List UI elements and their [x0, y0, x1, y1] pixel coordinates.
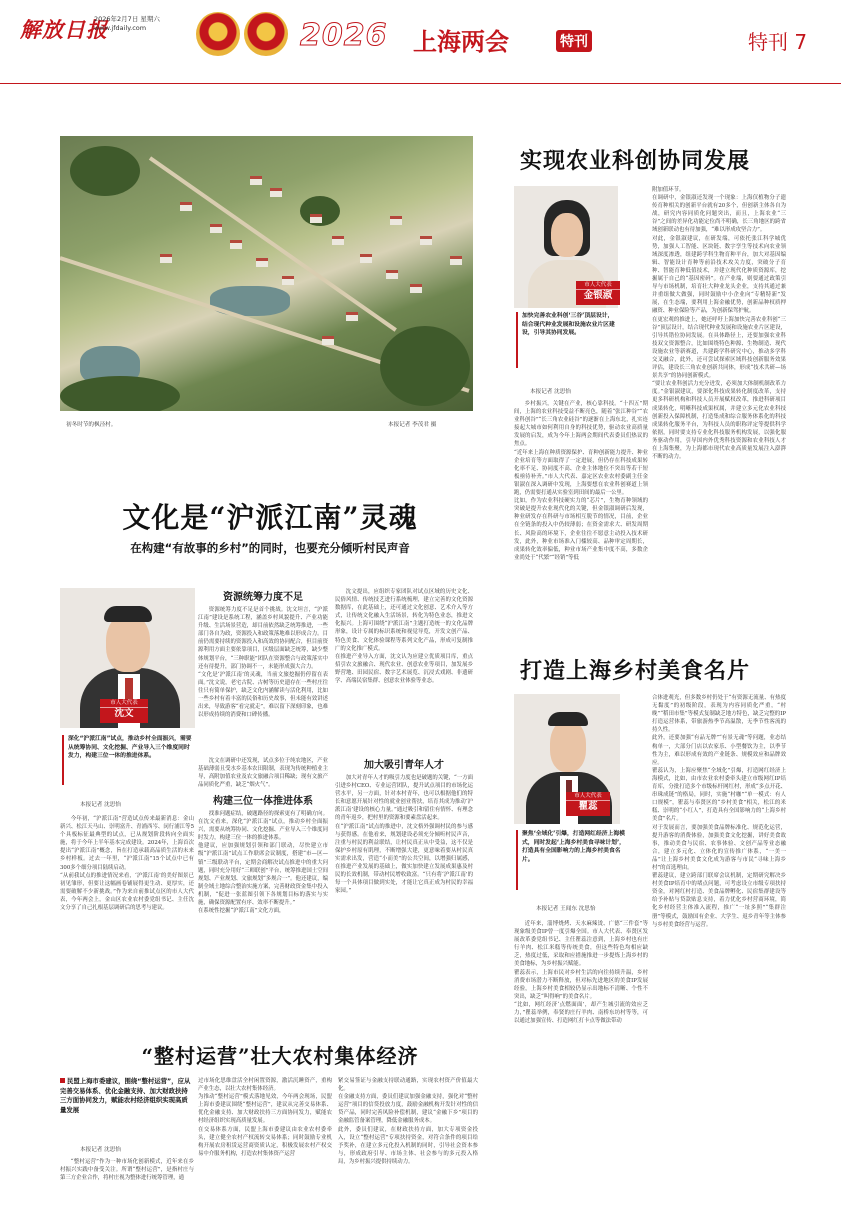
issue-date: 2026年2月7日 星期六	[94, 15, 160, 23]
food-col2-text: 合体进观光，但多数乡村仍处于“有资源无流量、有热度无黏度”的初级阶段，表现为内容同质化严重，“村晚”“稻田市集”等模式复制缺乏地方特色，缺乏完整的IP打造运营体系，带旅游热季节高温散，无季节性客流的持久性。 此外，还要加强“有品无牌”“有景无魂”等问题，业态结构单一，大部分门店以农家乐、小型餐饮为主，以季节性为主，难以形成有效的产业链条、规模效应和品牌效应。 瞿蕊认为，上海应聚焦“全域化”引爆，打造网红经济上海模式，比如，由市农业农村委牵头建立市级网红IP培育库，分批打造多个市级标杆网红村，形成“多点开花、串珠成链”的格局，同时，实施“村咖”“单一模式：有人口规模”，瞿蕊与奉贤区的“乡村美食”相关，松江的米糕、崇明的“小红人”，打造具有全国影响力的“上海乡村美食”名片。 对于发展而言，要加强美食品牌标准化、规范化运营，提升游客的消费体验，加强美食文化挖掘，讲好美食故事，推动美食与民宿、农事体验、文创产品等业态融合，建立多元化、立体化的宣传推广体系，“一美一品”让上海乡村美食文化成为游客与市民“寻味上海乡村”的首选理由。 瞿蕊建议，建立跨部门联席会议机制，定期研究解决乡村美食IP培育中的堵点问题，可考虑设立市级专项扶持资金，对网红村打造、美食品牌孵化、民宿集群建设等给予补贴与贷款贴息支持，着力优化乡村营商环境，简化乡村经营主体准入流程，推广“一址多照”“集群注册”等模式，鼓励国有企业、大学生、返乡青年等主体参与乡村美食经营与运营。	[652, 695, 786, 928]
village-lead	[60, 1077, 194, 1139]
village-aerial-photo	[60, 136, 473, 411]
village-lead-text: 民盟上海市委建议，围绕“整村运营”，应从完善交易体系、优化金融支持、加大财政扶持三方面协同发力，赋能农村经济组织实现高质量发展	[60, 1077, 191, 1114]
village-article-title: “整村运营”壮大农村集体经济	[141, 1044, 419, 1068]
cppcc-emblem-icon	[244, 12, 288, 56]
food-article-title: 打造上海乡村美食名片	[520, 658, 751, 684]
shen-wen-quote: 深化“沪派江南”试点，推动乡村全面振兴，需要从统筹协同、文化挖掘、产业导入三个维度同时发力，构建三位一体的推进体系。	[62, 735, 192, 785]
jin-yinshu-quote: 加快完善农业科创‘三谷’顶层设计，结合现代种业发展和设施农业片区建设，引导其协同发展。	[516, 312, 618, 368]
culture-intro: 今年初，“沪派江南”营造试点传来最新消息：金山新兴、松江天马山、崇明富升、青浦西岑、闵行浦江等5个具板标征最典型的试点，已从规划阶段转向全面实施，将于今年上半年基本完成建设。2024年，上海首次提出“沪派江南”概念，旨在打造承载高品质生活的未来乡村样板。过去一年里，“沪派江南”15个试点中已有300多个细分项目陆续启动。 “从前我试点的推进情况来看，‘沪派江南’的美好图景已初见雏形，但要让这幅画卷铺展得更生动、更厚实，还需要破解不少新挑战。”作为来自前推试点区的市人大代表，今年两会上，金山区农业农村委党组书记、主任沈文分享了自己扎根基层调研后的思考与建议。	[60, 816, 194, 912]
qu-rui-quote: 聚焦‘全域化’引爆，打造网红经济上海模式，同时发起‘上海乡村美食寻味计划’，打造具有全国影响力的上海乡村美食名片。	[516, 830, 626, 890]
shen-wen-name: 沈文	[114, 708, 134, 719]
agri-byline: 本报记者 沈思怡	[530, 389, 571, 395]
culture-heading-youth: 加大吸引青年人才	[364, 760, 444, 771]
agri-col2-text: 附加值环节。 在调研中，金银淑还发现一个现象：上海仅植物分子遗传育种相关的创新平台就有20多个，但创新主体各自为战，研究内容同质化问题突出，而且，上海农业“三谷”之间的差异化功能定位尚不明确，长三角地区的跨省域创新联动也有待加强，“难以形成攻坚合力”。 对此，金银淑建议，在研发端，可依托张江科学城优势，加强人工智能、区块链、数字孪生等技术向农业领域深度渗透，组建跨学科生物育种平台，加大对基因编辑、智能设计育种等前沿技术攻关力度，突破分子育种、智能育种低值技术，并建立现代化种质资源库，挖掘属于自己的“基因密码”。在产业端，则要通过政策引导与市场机制，培育壮大种业龙头企业，支持其通过兼并重组做大做强，同时鼓励中小企业向“专精特新”发展，在生态端，要利用上海金融优势，创新品种权质押融资、种业保险等产品，为创新保驾护航。 在更宏观的推进上，她还呼吁上海加快完善农业科创“三谷”顶层设计，结合现代种业发展和设施农业片区建设，引导其错位协同发展。在具体路径上，还要加强农业科技双文资源整合，比如围绕特色种源、生物制造、现代设施农业等新赛道，共建跨学科研究中心，推动多学科交叉融合，此外，还可尝试探索区域科技创新服务效果评估，建设长三角农业创新共同体，形成“技术共研—场景共享”的协同创新模式。 “要让农业科创活力充分迸发，必须加大体制机制改革力度。”金银淑建议，要深化科技成果转化制度改革，支持更多科研机构和科技人员开展赋权改革，推进科研项目成果转化，明晰科技成果权属，并建立多元化农业科技创新投入保障机制，打造集成和综合服务体系化的科技成果转化服务平台，为科技人员的职称评定等提供科学依据，同时要支持专业化科技服务机构发展，以强化服务驱动作用，引导国内外优秀科技资源和农业科技人才在上海集聚，为上海都市现代农业高质量发展注入澎湃不断的动力。	[652, 187, 786, 461]
qu-rui-name-tag	[566, 792, 610, 816]
village-col1-text: “整村运营”作为一种市场化创新模式，近年来在乡村振兴实践中备受关注。所谓“整村运营”，是指村庄与第三方企业合作，将村庄视为整体进行统筹管理，通	[60, 1159, 194, 1182]
culture-mechanism-text: 找准问题症结，破题路径的探索更有了明确方向。在沈文看来，深化“沪派江南”试点，推动乡村全面振兴，需要从统筹协同、文化挖掘、产业导入三个维度同时发力，构建三位一体的推进体系。 他建议，应加强规划引领和部门联动，尽快建立市级“沪派江南”试点工作联席会议制度，搭建“市—区—镇”三级联动平台，定期会商解决试点推进中的重大问题，同时充分用好“三师联创”平台，统筹推进国土空间规划、产业规划、文旅规划“多规合一”。他还建议，编制全域土地综合整治实施方案，完善财政资金集中投入机制，“促进一张蓝图引领下各规划目标的落实与实施，确保资源配置有序、效率不断提升。” 在系统性挖掘“沪派江南”文化方面，	[198, 811, 328, 915]
culture-youth-text: 加大对青年人才的吸引力度也是破题的关键，“一方面引进乡村CEO、专业运营团队，提升试点项目的市场化运营水平，另一方面，针对本村青年，也可以根据他们的特长和意愿开展针对性的就业创业帮扶，培育其成为推动‘沪派江南’建设的核心力量。”通过吸引和留住有情怀、有理念的青年返乡，把村里的资源和要素盘活起来。 在“沪派江南”试点的推进中，沈文格外强调村民的参与感与获得感。在他看来，规划建设必须充分倾听村民声音，注重与村民的利益联结，让村民真正从中受益，这不仅是保护乡村原有肌理，不断增强大建，更意味着要从村民真实需求出发，营造“小而美”的公共空间，以增强归属感，在推进产业发展的基础上，做实加快建立发展成果惠及村民的长效机制，带动村民增收致富。“只有将‘沪派江南’的每一个具体项目做到实处，才能让它真正成为村民的幸福家园。”	[335, 775, 473, 895]
culture-col2-text: 沈文在调研中还发现，试点多位于纯农地区，产业基础薄弱且受水乡基本农田限制，表现为传统种植业主导，高附加值农业及农文旅融合项目稀缺；现有文旅产品同质化严重，缺乏“烟火气”。	[198, 758, 328, 789]
special-issue-badge: 特刊	[556, 30, 592, 52]
shen-wen-name-tag	[100, 699, 148, 723]
culture-col3-text: 沈文提出，应组织专家团队对试点区域的历史文化、民俗风情、传统技艺进行系统梳理，建立完善的文化资源数据库，在此基础上，还可通过文化创意、艺术介入等方式，让传统文化融入生活场景，转化为特色业态，推进文化振兴。上海可围绕“沪派江南”主题打造统一的文化品牌形象，设计专属的标识系统和视觉导览，开发文创产品、特色美食、文化体验课程等系列文化产品，形成可复制推广的文化推广模式。 在推进产业导入方面，沈文认为应建立优质项目库，重点招引农文旅融合、现代农业、创意农业等项目，加发展乡野营地、田园民宿、数字艺术展览、沉浸式戏剧、非遗研学、高端民宿集群、创意农业体验等业态。	[335, 589, 473, 685]
jin-yinshu-name-tag	[576, 281, 620, 305]
qu-rui-name: 瞿蕊	[578, 801, 598, 812]
agri-col1-text: 乡村振兴，关键在产业，核心靠科技。“十四五”期间，上海的农业科技受益不断亮色，随着“张江种谷”“农业科创谷”“长三角农业硅谷”的逐渐在上海东北，扎实连接起大城市如何利用自身的科技优势，驱动农业高质量发展的启发，成为今年上海两会期间代表委员们热议的焦点。 “近年来上海在种质资源保护、育种创新能力提升、种业企业培育等方面取得了一定进展，但仍存在科技成果转化率不足、协同度不高、企业主体地位不突出等若干短板亟待补齐。”市人大代表、嘉定区农业农村委副主任金银淑在深入调研中发现，上海要想在农业科创赛道上领跑，仍需要打通从实验室到田间的最后一公里。 比如，作为农业科技硬实力的“芯片”，生物育种领域的突破是提升农业现代化的关键，但金银淑调研后发现，种业研发存在科研与市场相互脱节的情况，目前，企业在全链条的投入中仍较薄弱；在资金需求大、研发周期长、风险高的环境下，企业往往不愿意主动投入技术研发，此外，种业市场准入门槛较高、品种审定周期长，成果转化效率偏低，种业市场产业集中度不高，多数企业尚处于“代繁”“经销”等低	[514, 401, 648, 561]
national-emblem-icon	[196, 12, 240, 56]
page-label: 特刊 7	[748, 30, 808, 54]
qu-rui-role: 市人大代表	[566, 792, 610, 801]
culture-article-title: 文化是“沪派江南”灵魂	[122, 501, 418, 534]
village-col3-text: 紧交易签证与金融支持联动通路，实现农村资产价值最大化。 在金融支持方面，委员们建议加强金融支持，强化对“整村运营”项目的信贷投放力度，鼓励金融机构开发针对性的信贷产品，同时完善风险补偿机制，建议“金融下乡”项目的金融监管备案管理，降低金融服务成本。 此外，委员们建议，在财政扶持方面，加大专项资金投入，设立“整村运营”专项扶持资金，对符合条件的项目给予奖补，在建立多元化投入机制的同时，引导社会资本参与，形成政府引导、市场主体、社会参与的多元投入格局，为乡村振兴提供持续动力。	[338, 1078, 478, 1165]
jin-yinshu-name: 金银淑	[583, 290, 613, 301]
culture-byline: 本报记者 沈思怡	[80, 802, 121, 808]
masthead	[0, 0, 841, 84]
photo-caption: 初冬时节的枫泾村。	[66, 422, 117, 428]
lead-square-icon	[60, 1078, 65, 1083]
culture-heading-resources: 资源统筹力度不足	[223, 592, 303, 603]
food-col1-text: 近年来，淄博烧烤、天水麻辣烫、广德“三件套”等现象级美食IP曾一度引爆全国。市人大代表、奉贤区发展改革委党组书记、主任瞿蕊注意到，上海乡村也有庄行羊肉、松江米糕等传统美食，但这些特色均相应缺乏，热度过低，采取和应措施推进一步提炼上海乡村的美食地标，为乡村振兴赋能。 瞿蕊表示，上海市民对乡村生活的向往持续升温，乡村消费市场潜力不断释放，但对标先进地区的美食IP发展经验，上海乡村美食相较仍显示出地标不清晰、个性不突出，缺乏“叫得响”的美食名片。 “比如，网红经济‘点燃面面’，却产生城引流的效应乏力，”瞿蕊举例，奉贤的庄行羊肉、南桥东坊村等等，可以通过加强宣传、打造网红打卡点等做法带动	[514, 921, 648, 1025]
shen-wen-role: 市人大代表	[100, 699, 148, 708]
agri-article-title: 实现农业科创协同发展	[520, 148, 751, 174]
newspaper-logo: 解放日报	[20, 17, 108, 42]
masthead-year: 2026	[300, 18, 388, 53]
masthead-event: 上海两会	[413, 28, 509, 56]
photo-credit: 本报记者 李茂君 摄	[388, 422, 437, 428]
village-byline: 本报记者 沈思怡	[80, 1147, 121, 1153]
jin-yinshu-role: 市人大代表	[576, 281, 620, 290]
village-col2-text: 过市场化思维盘活全村闲置资源，激活沉睡资产，重构产业生态，以壮大农村集体经济。 为推动“整村运营”模式落地见效，今年两会现场，民盟上海市委建议围绕“整村运营”，建议从完善交易体系、优化金融支持、加大财政扶持三方面协同发力，赋能农村经济组织实现高质量发展。 在交易体系方面，民盟上海市委建议由农业农村委牵头，建立健全农村产权流转交易体系；同时鼓励专业机构开展农房租赁运营商资质认定，积极发展农村产权交易中介服务机构，打造农村集体资产运营	[198, 1078, 332, 1157]
food-byline: 本报记者 王闻东 沈思怡	[536, 906, 596, 912]
culture-resources-text: 资源统筹力度不足是首个挑战。沈文坦言，“沪派江南”建设是系统工程，涵盖乡村风貌提升、产业功能升级、生活场景营造，却目前依然缺乏统筹推进，一些部门各自为政，资源投入和政策落地难以形成合力。目前仍需要持续的资源投入和高效的协同配合，但目前资源利用方面主要依靠项目，区级层面缺乏统筹，缺少整体规划平台，“三种职能”团队在资源整合与政策落实中还有待提升，部门协调不一，未能形成强大合力。 “文化是‘沪派江南’的灵魂，当前文旅挖掘仍停留在表面。”沈文说，老宅古院、古树等历史遗存在一些村庄往往只有简单保护，缺乏文化内涵解读与活化利用，比如一些乡村有着丰富的民俗和历史故事，但未能有效讲述出来，导致游客“看完就走”，难以留下深刻印象，也难以形成持续的消费和口碑传播。	[198, 607, 328, 719]
culture-heading-mechanism: 构建三位一体推进体系	[213, 796, 313, 807]
culture-article-subtitle: 在构建“有故事的乡村”的同时，也要充分倾听村民声音	[130, 541, 410, 555]
site-url[interactable]: www.jfdaily.com	[94, 24, 147, 32]
